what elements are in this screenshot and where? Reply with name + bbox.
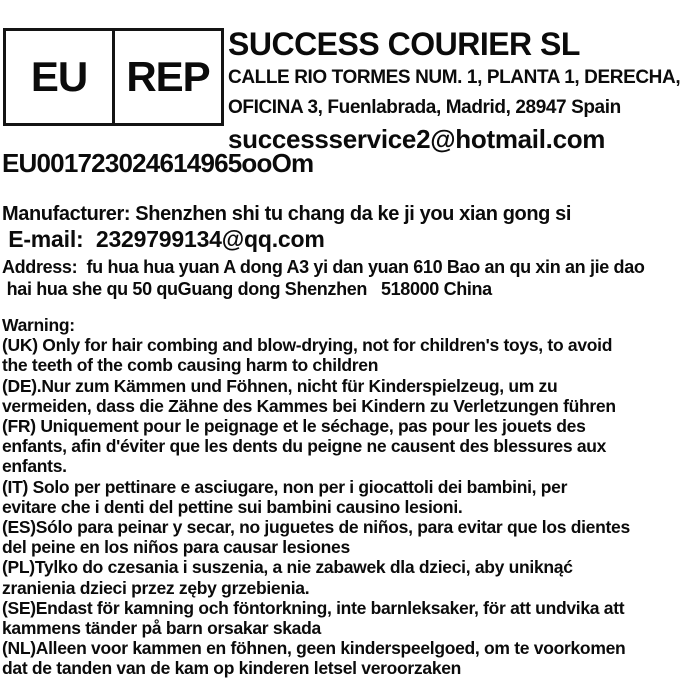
warning-line-de-1: (DE).Nur zum Kämmen und Föhnen, nicht für Kinderspielzeug, um zu bbox=[2, 375, 558, 396]
warning-line-nl-2: dat de tanden van de kam op kinderen letsel veroorzaken bbox=[2, 658, 462, 679]
eu-rep-email: successservice2@hotmail.com bbox=[228, 124, 606, 154]
eu-rep-symbol bbox=[3, 28, 224, 126]
warning-line-uk-2: the teeth of the comb causing harm to children bbox=[2, 355, 379, 376]
warning-line-fr-1: (FR) Uniquement pour le peignage et le séchage, pas pour les jouets des bbox=[2, 416, 586, 437]
warning-line-es-1: (ES)Sólo para peinar y secar, no juguetes de niños, para evitar que los dientes bbox=[2, 517, 630, 538]
manufacturer-name-line: Manufacturer: Shenzhen shi tu chang da ke ji you xian gong si bbox=[2, 203, 572, 225]
manufacturer-address-line-1: Address: fu hua hua yuan A dong A3 yi dan yuan 610 Bao an qu xin an jie dao bbox=[2, 257, 645, 277]
manufacturer-email-line: E-mail: 2329799134@qq.com bbox=[2, 226, 325, 252]
eu-rep-symbol-rep-text: REP bbox=[126, 53, 210, 100]
warning-line-uk-1: (UK) Only for hair combing and blow-drying, not for children's toys, to avoid bbox=[2, 335, 613, 356]
eu-registration-code: EU001723024614965ooOm bbox=[2, 148, 314, 178]
manufacturer-address-line-2: hai hua she qu 50 quGuang dong Shenzhen 518000 China bbox=[2, 279, 492, 299]
eu-rep-address-line-1: CALLE RIO TORMES NUM. 1, PLANTA 1, DERECHA, bbox=[228, 67, 681, 88]
warning-line-de-2: vermeiden, dass die Zähne des Kammes bei Kindern zu Verletzungen führen bbox=[2, 395, 616, 416]
warning-line-se-1: (SE)Endast för kamning och föntorkning, inte barnleksaker, för att undvika att bbox=[2, 597, 625, 618]
warning-title: Warning: bbox=[2, 315, 75, 335]
warning-line-fr-3: enfants. bbox=[2, 456, 67, 477]
eu-rep-contact-block bbox=[228, 26, 700, 156]
eu-rep-symbol-eu-text: EU bbox=[6, 31, 115, 123]
warning-line-it-2: evitare che i denti del pettine sui bambini causino lesioni. bbox=[2, 496, 463, 517]
warning-line-pl-2: zranienia dzieci przez zęby grzebienia. bbox=[2, 577, 310, 598]
warning-line-it-1: (IT) Solo per pettinare e asciugare, non per i giocattoli dei bambini, per bbox=[2, 476, 568, 497]
eu-rep-company-name: SUCCESS COURIER SL bbox=[228, 26, 580, 62]
warning-line-pl-1: (PL)Tylko do czesania i suszenia, a nie zabawek dla dzieci, aby uniknąć bbox=[2, 557, 573, 578]
warning-line-es-2: del peine en los niños para causar lesiones bbox=[2, 537, 350, 558]
warning-section bbox=[2, 315, 700, 679]
warning-line-se-2: kammens tänder på barn orsakar skada bbox=[2, 618, 321, 639]
eu-rep-address-line-2: OFICINA 3, Fuenlabrada, Madrid, 28947 Spain bbox=[228, 97, 621, 118]
warning-line-nl-1: (NL)Alleen voor kammen en föhnen, geen kinderspeelgoed, om te voorkomen bbox=[2, 638, 626, 659]
warning-line-fr-2: enfants, afin d'éviter que les dents du peigne ne causent des blessures aux bbox=[2, 436, 607, 457]
